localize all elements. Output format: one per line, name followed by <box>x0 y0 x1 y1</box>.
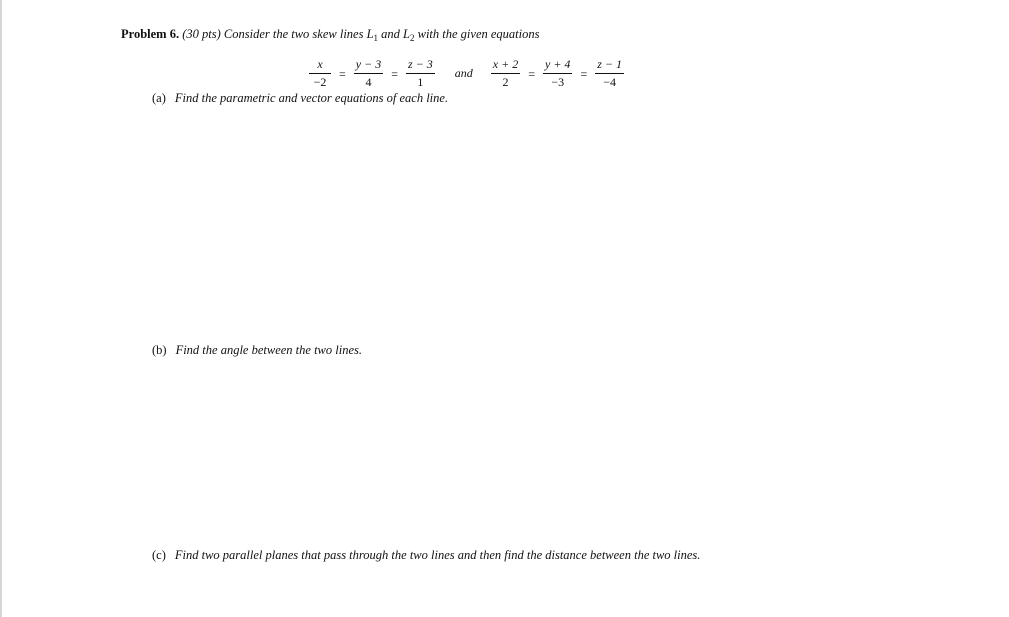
part-b <box>152 343 362 358</box>
problem-statement <box>121 27 539 42</box>
problem-and: and <box>381 27 400 41</box>
problem-label: Problem 6. <box>121 27 180 41</box>
part-a-text: Find the parametric and vector equations of each line. <box>174 91 449 105</box>
line1-symbol: $L_1$ <box>366 27 379 43</box>
equals-sign: = <box>580 66 588 81</box>
problem-intro-end: with the given equations <box>417 27 540 41</box>
part-c-text: Find two parallel planes that pass through the two lines and then find the distance between the two lines. <box>174 548 701 562</box>
line2-symbol: $L_2$ <box>403 27 415 43</box>
part-a <box>152 91 448 106</box>
line2-z-fraction: $\frac{z - 1}{-4}$ <box>597 56 622 89</box>
line2-x-fraction: $\frac{x + 2}{2}$ <box>492 56 519 89</box>
part-b-text: Find the angle between the two lines. <box>175 343 362 357</box>
line1-z-fraction: $\frac{z - 3}{1}$ <box>408 56 433 89</box>
line-equations <box>307 55 626 91</box>
part-b-label: (b) <box>152 343 167 357</box>
equals-sign: = <box>339 66 346 81</box>
problem-points: (30 pts) <box>182 27 221 41</box>
line1-x-fraction: $\frac{x}{-2}$ <box>309 58 331 89</box>
line2-y-fraction: $\frac{y + 4}{-3}$ <box>545 56 571 89</box>
part-c-label: (c) <box>152 548 166 562</box>
problem-intro: Consider the two skew lines <box>223 27 364 41</box>
page-left-edge <box>0 0 2 617</box>
line1-y-fraction: $\frac{y - 3}{4}$ <box>355 56 382 89</box>
equations-and: and <box>454 65 473 80</box>
equals-sign: = <box>391 66 398 81</box>
part-a-label: (a) <box>152 91 166 105</box>
part-c <box>152 548 700 563</box>
equals-sign: = <box>528 66 535 81</box>
